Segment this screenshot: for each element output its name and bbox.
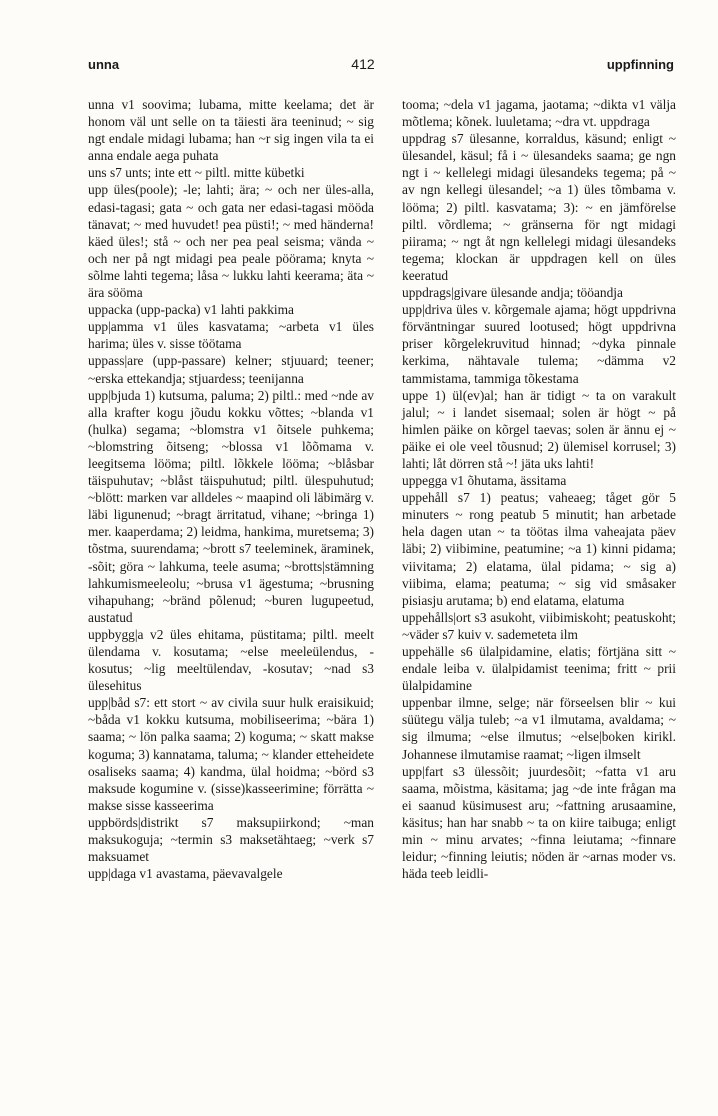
dictionary-entry: tooma; ~dela v1 jagama, jaotama; ~dikta v1 välja mõtlema; kõnek. luuletama; ~dra vt. uppdraga	[402, 97, 676, 130]
dictionary-entry: upp|bjuda 1) kutsuma, paluma; 2) piltl.: med ~nde av alla krafter kogu jõudu kokku võttes; ~blanda v1 (hulka) segama; ~blomstra v1 õitsele puhkema; ~blomstring õitseng; ~blossa v1 lõõmama v. leegitsema lööma; piltl. lõkkele lööma; ~blåsbar täispuhutav; ~blåst täispuhutud; piltl. ülespuhutud; ~blött: marken var alldeles ~ maapind oli läbimärg v. läbi ligunenud; ~bragt ärritatud, vihane; ~bringa 1) mer. kaaperdama; 2) leidma, hankima, muretsema; 3) tõstma, suurendama; ~brott s7 teeleminek, äraminek, -sõit; göra ~ lahkuma, teele asuma; ~brotts|stämning lahkumismeeleolu; ~brusa v1 ägestuma; ~brusning vihapuhang; ~bränd põlenud; ~buren lugupeetud, austatud	[88, 387, 374, 625]
dictionary-entry: uppehälle s6 ülalpidamine, elatis; förtjäna sitt ~ endale leiba v. ülalpidamist teenima; fritt ~ prii ülalpidamine	[402, 644, 676, 694]
dictionary-entry: uppacka (upp-packa) v1 lahti pakkima	[88, 302, 294, 318]
page-number: 412	[351, 56, 375, 72]
right-running-head: uppfinning	[606, 57, 674, 72]
dictionary-entry: uns s7 unts; inte ett ~ piltl. mitte kübetki	[88, 165, 305, 181]
dictionary-entry: uppbygg|a v2 üles ehitama, püstitama; piltl. meelt ülendama v. kosutama; ~else meeleülendus, -kosutus; ~lig meeltülendav, -kosutav; ~nad s3 ülesehitus	[88, 626, 374, 694]
dictionary-entry: uppehåll s7 1) peatus; vaheaeg; tåget gör 5 minuters ~ rong peatub 5 minutit; han arbetade hela dagen utan ~ ta töötas ilma vaheajata päev läbi; 2) viibimine, peatumine; ~a 1) kinni pidama; viivitama; 2) elatama, ülal pidama; ~ sig a) viibima, elama; peatuma; ~ sig vid småsaker pisiasju arutama; b) end elatama, elatuma	[402, 490, 676, 608]
dictionary-entry: upp üles(poole); -le; lahti; ära; ~ och ner üles-alla, edasi-tagasi; gata ~ och gata ner edasi-tagasi mööda tänavat; ~ med huvudet! pea püsti!; ~ med händerna! käed üles!; stå ~ och ner pea peal seisma; vända ~ och ner på ngt midagi pea peale pöörama; knyta ~ sõlme lahti tegema; låsa ~ lukku lahti keerama; äta ~ ära sööma	[88, 182, 374, 301]
page-header	[88, 56, 674, 78]
dictionary-entry: uppdrags|givare ülesande andja; tööandja	[402, 285, 623, 301]
dictionary-entry: upp|amma v1 üles kasvatama; ~arbeta v1 üles harima; üles v. sisse töötama	[88, 319, 374, 352]
dictionary-entry: upp|driva üles v. kõrgemale ajama; högt uppdrivna förväntningar suured lootused; högt uppdrivna priser kõrgelekruvitud hinnad; ~dyka pinnale kerkima, nähtavale tulema; ~dämma v2 tammistama, tammiga tõkestama	[402, 302, 676, 386]
dictionary-entry: uppehålls|ort s3 asukoht, viibimiskoht; peatuskoht; ~väder s7 kuiv v. sademeteta ilm	[402, 609, 676, 642]
dictionary-entry: uppe 1) ül(ev)al; han är tidigt ~ ta on varakult jalul; ~ i landet sisemaal; solen är högt ~ på himlen päike on kõrgel taevas; solen är ännu ej ~ päike ei ole veel tõusnud; 2) ülemisel korrusel; 3) lahti; låt dörren stå ~! jäta uks lahti!	[402, 387, 676, 471]
dictionary-entry: upp|fart s3 ülessõit; juurdesõit; ~fatta v1 aru saama, mõistma, käsitama; jag ~de inte frågan ma ei saanud küsimusest aru; ~fattning arusaamine, käsitus; han har snabb ~ ta on kiire taibuga; enligt min ~ minu arvates; ~finna leiutama; ~finnare leidur; ~finning leiutis; nöden är ~arnas moder vs. häda teeb leidli-	[402, 763, 676, 882]
left-running-head: unna	[88, 57, 120, 72]
dictionary-entry: upp|daga v1 avastama, päevavalgele	[88, 866, 283, 882]
dictionary-entry: upp|båd s7: ett stort ~ av civila suur hulk eraisikuid; ~båda v1 kokku kutsuma, mobiliseerima; ~bära 1) saama; ~ lön palka saama; 2) koguma; ~ skatt makse koguma; 3) kannatama, taluma; ~ klander etteheidete osaliseks saama; 4) kandma, ülal hoidma; ~börd s3 maksude kogumine v. (sisse)kasseerimine; förrätta ~ makse sisse kasseerima	[88, 695, 374, 813]
dictionary-entry: uppegga v1 õhutama, ässitama	[402, 473, 567, 489]
left-column	[88, 96, 374, 882]
dictionary-entry: uppbörds|distrikt s7 maksupiirkond; ~man maksukoguja; ~termin s3 maksetähtaeg; ~verk s7 maksuamet	[88, 814, 374, 865]
dictionary-entry: unna v1 soovima; lubama, mitte keelama; det är honom väl unt selle on ta täiesti ära teeninud; ~ sig ngt endale midagi lubama; han ~r sig ingen vila ta ei anna endale aega puhata	[88, 97, 374, 164]
dictionary-entry: uppdrag s7 ülesanne, korraldus, käsund; enligt ~ ülesandel, käsul; få i ~ ülesandeks saama; ge ngn ngt i ~ kellelegi midagi ülesandeks tegema; på ~ av ngn kellegi ülesandel; ~a 1) üles tõmbama v. lööma; 2) piltl. kasvatama; 3): ~ en jämförelse piltl. võrdlema; ~ gränserna för ngt midagi piirama; ~ ngt åt ngn kellelegi midagi ülesandeks tegema; klockan är uppdragen kell on üles keeratud	[402, 131, 676, 283]
right-column	[402, 96, 676, 882]
dictionary-entry: uppenbar ilmne, selge; när förseelsen blir ~ kui süütegu välja tuleb; ~a v1 ilmutama, avaldama; ~ sig ilmuma; ~else ilmutus; ~else|boken kirikl. Johannese ilmutamise raamat; ~ligen ilmselt	[402, 695, 676, 762]
dictionary-entry: uppass|are (upp-passare) kelner; stjuuard; teener; ~erska ettekandja; stjuardess; teenijanna	[88, 353, 374, 386]
